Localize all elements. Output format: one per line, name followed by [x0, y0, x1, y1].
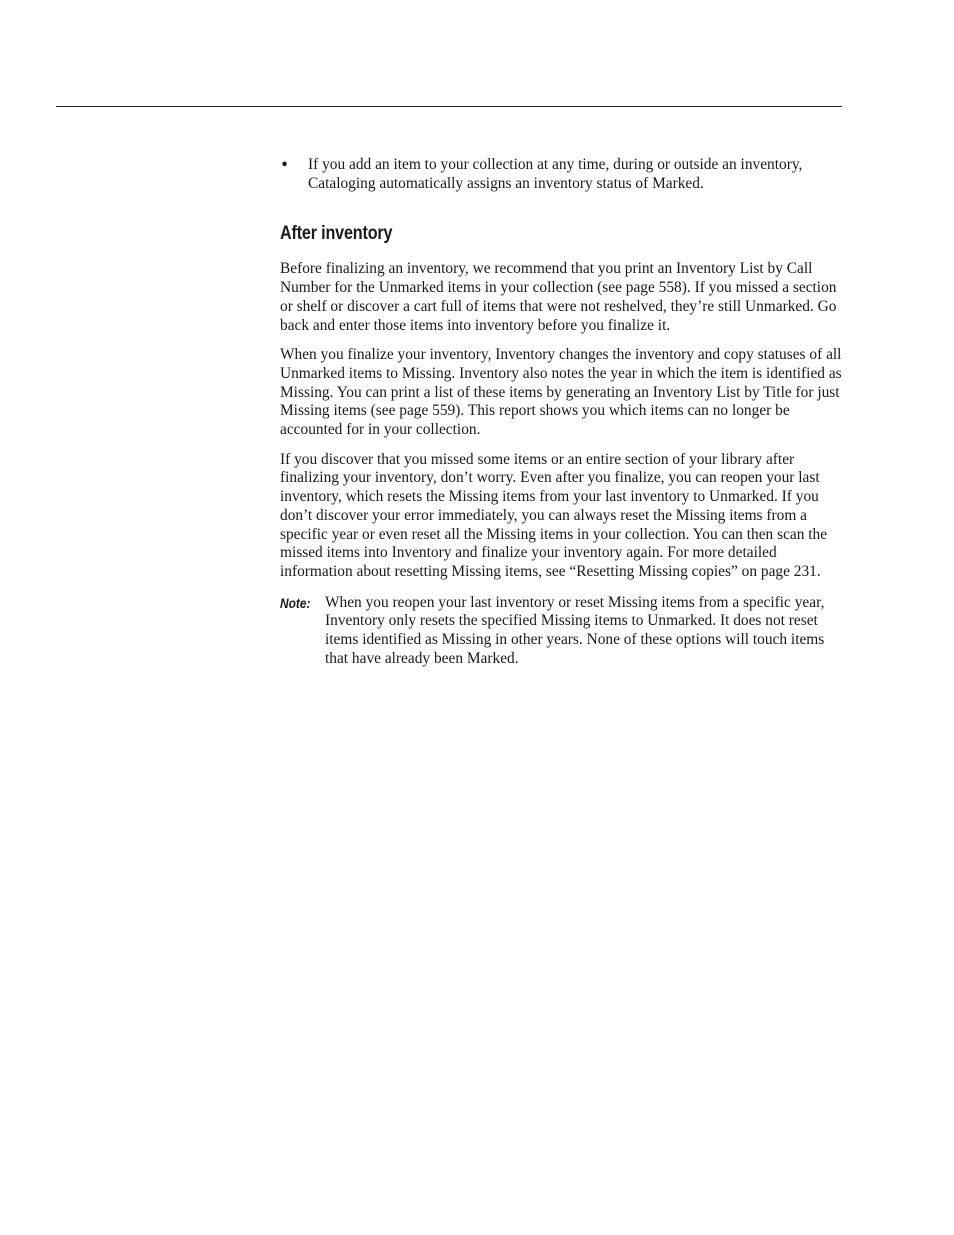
paragraph-missed-items: If you discover that you missed some items or an entire section of your library after finalizing your inventory, don’t worry. Even after you finalize, you can reopen your last inventory, which resets the Missing items from your last inventory to Unmarked. If you don’t discover your error immediately, you can always reset the Missing items from a specific year or even reset all the Missing items in your collection. You can then scan the missed items into Inventory and finalize your inventory again. For more detailed information about resetting Missing items, see “Resetting Missing copies” on page 231.	[280, 450, 828, 580]
page-content	[280, 156, 844, 668]
bullet-item	[280, 156, 844, 193]
bullet-text: If you add an item to your collection at any time, during or outside an inventory, Cataloging automatically assigns an inventory status of Marked.	[308, 156, 803, 192]
note-text: When you reopen your last inventory or reset Missing items from a specific year, Inventory only resets the specified Missing items to Unmarked. It does not reset items identified as Missing in other years. None of these options will touch items that have already been Marked.	[325, 593, 825, 667]
header-rule	[56, 106, 842, 107]
note-block	[280, 594, 844, 669]
paragraph-finalizing: Before finalizing an inventory, we recommend that you print an Inventory List by Call Number for the Unmarked items in your collection (see page 558). If you missed a section or shelf or discover a cart full of items that were not reshelved, they’re still Unmarked. Go back and enter those items into inventory before you finalize it.	[280, 260, 837, 334]
note-label: Note:	[280, 594, 311, 611]
paragraph-finalize-effects: When you finalize your inventory, Inventory changes the inventory and copy statuses of all Unmarked items to Missing. Inventory also notes the year in which the item is identified as Missing. You can print a list of these items by generating an Inventory List by Title for just Missing items (see page 559). This report shows you which items can no longer be accounted for in your collection.	[280, 346, 842, 439]
section-heading: After inventory	[280, 223, 393, 245]
bullet-icon: •	[280, 156, 290, 174]
